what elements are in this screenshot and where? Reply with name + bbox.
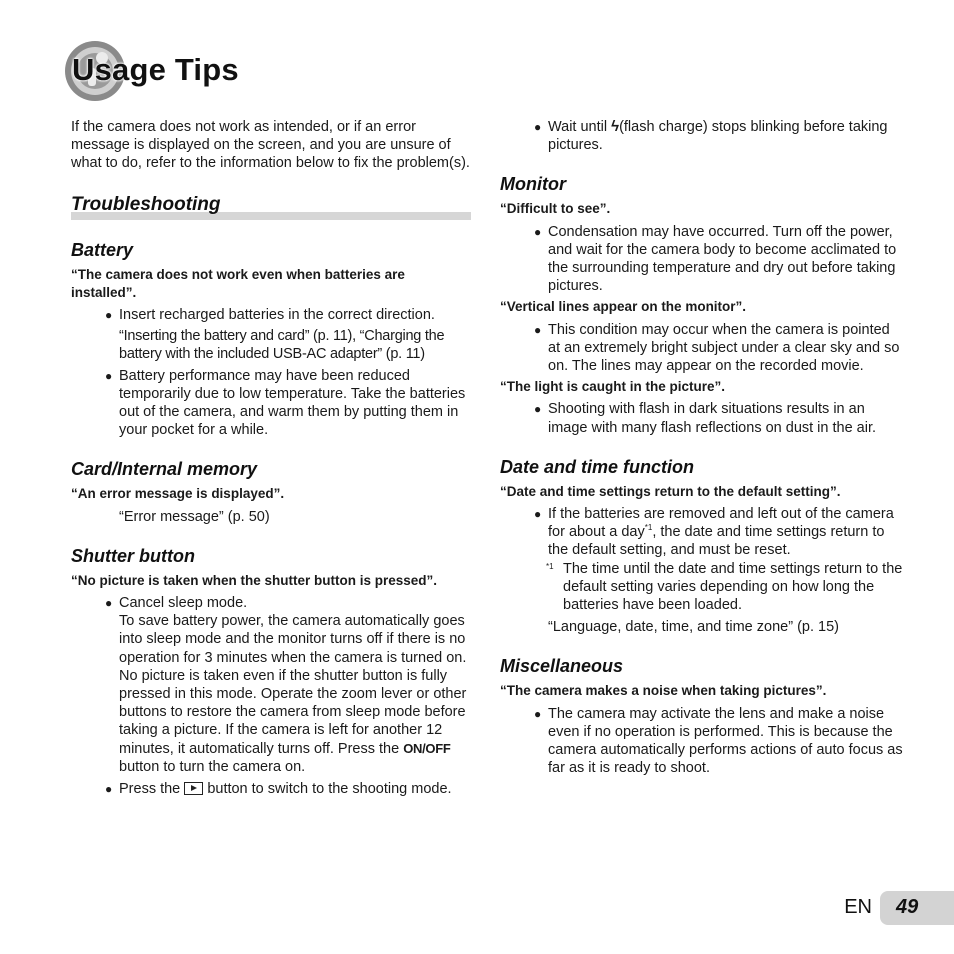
shutter-bullet-3: ● Wait until ϟ(flash charge) stops blinking before taking pictures. [534,118,888,154]
page-number: 49 [896,896,919,918]
shutter-question: “No picture is taken when the shutter button is pressed”. [71,572,438,588]
flash-icon: ϟ [611,118,620,135]
bullet-icon: ● [105,596,113,611]
battery-bullet-2: ● Battery performance may have been reduced temporarily due to low temperature. Take the batteries out of the camera, and warm them by putting them in your pocket for a while. [105,367,466,439]
shutter-bullet-2: ● Press the button to switch to the shooting mode. [105,781,452,798]
bullet-icon: ● [105,782,113,797]
misc-bullet-1: ● The camera may activate the lens and make a noise even if no operation is performed. This is because the camera automatically performs actions of auto focus as far as it is ready to shoot. [534,705,903,777]
monitor-bullet-1: ● Condensation may have occurred. Turn off the power, and wait for the camera body to become acclimated to the surrounding temperature and dry out before taking pictures. [534,223,897,295]
battery-reference: “Inserting the battery and card” (p. 11), “Charging the battery with the included USB-AC adapter” (p. 11) [119,328,445,363]
misc-question: “The camera makes a noise when taking pictures”. [500,683,827,699]
left-column [71,118,471,798]
language-label: EN [844,896,872,918]
datetime-footnote: *1 The time until the date and time settings return to the default setting varies depending on how long the batteries have been loaded. [546,560,903,614]
datetime-heading: Date and time function [500,456,695,477]
shutter-detail: To save battery power, the camera automatically goes into sleep mode and the monitor turns off if there is no operation for 3 minutes when the camera is turned on. No picture is taken even if the shutter button is fully pressed in this mode. Operate the zoom lever or other buttons to restore the camera from sleep mode before taking a picture. If the camera is left for another 12 minutes, it automatically turns off. Press the ON/OFF button to turn the camera on. [119,613,467,775]
shutter-heading: Shutter button [71,545,195,566]
intro-text: If the camera does not work as intended, or if an error message is displayed on the screen, and you are unsure of what to do, refer to the information below to fix the problem(s). [71,119,470,172]
card-question: “An error message is displayed”. [71,486,285,502]
section-title: Troubleshooting [71,193,221,215]
bullet-icon: ● [534,120,542,134]
monitor-heading: Monitor [500,174,566,195]
bullet-icon: ● [105,308,113,323]
monitor-bullet-3: ● Shooting with flash in dark situations results in an image with many flash reflections on dust in the air. [534,401,877,436]
card-reference: “Error message” (p. 50) [119,508,270,525]
bullet-icon: ● [534,402,542,417]
battery-question: “The camera does not work even when batteries are installed”. [71,266,405,300]
datetime-reference: “Language, date, time, and time zone” (p. 15) [548,619,839,636]
bullet-icon: ● [534,507,542,522]
battery-heading: Battery [71,239,134,260]
bullet-icon: ● [534,706,542,721]
bullet-icon: ● [534,322,542,337]
playback-button-icon [184,782,203,795]
right-column [500,118,905,777]
datetime-bullet-1: ● If the batteries are removed and left out of the camera for about a day$^{*1}$, the date and time settings return to the default setting, and must be reset. [534,506,894,559]
monitor-question-2: “Vertical lines appear on the monitor”. [500,299,747,315]
monitor-question-3: “The light is caught in the picture”. [500,379,726,395]
battery-bullet-1: ● Insert recharged batteries in the correct direction. [105,307,435,324]
page-header [60,38,360,108]
shutter-bullet-1: ● Cancel sleep mode. [105,595,248,612]
monitor-question-1: “Difficult to see”. [500,201,611,217]
monitor-bullet-2: ● This condition may occur when the camera is pointed at an extremely bright subject under a clear sky and so on. The lines may appear on the recorded movie. [534,321,900,375]
misc-heading: Miscellaneous [500,656,624,677]
page-title: Usage Tips [72,52,239,87]
page-number-tab [880,891,954,925]
bullet-icon: ● [534,224,542,239]
card-heading: Card/Internal memory [71,459,258,480]
bullet-icon: ● [105,368,113,383]
datetime-question: “Date and time settings return to the default setting”. [500,483,841,499]
on-off-button-label: ON/OFF [403,740,451,756]
